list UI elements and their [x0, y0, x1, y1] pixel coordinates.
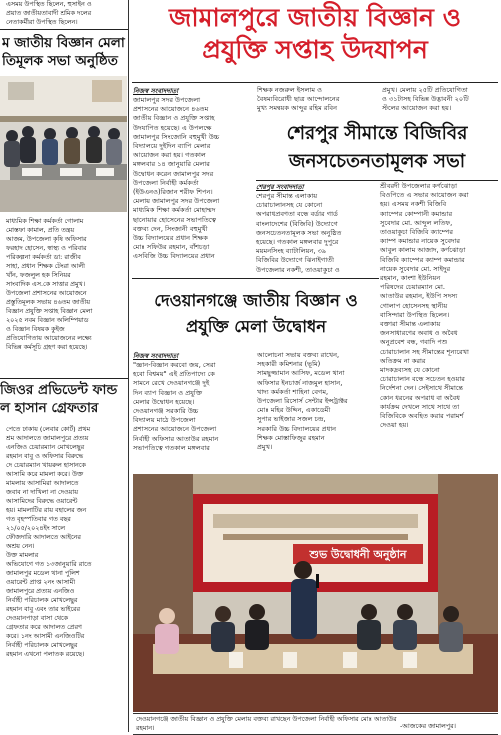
left-headline-1-line2: তিমূলক সভা অনুষ্ঠিত [2, 53, 118, 69]
divider [132, 82, 498, 83]
left-headline-2 [0, 381, 128, 417]
left-photo [0, 76, 127, 212]
story-a-col2: শিক্ষক নজরুল ইসলাম ও বৈষম্যবিরোধী ছাত্র আন্দোলনের মুখ্য সমন্বয়ক আব্দুর রহিম রবিন [257, 86, 340, 113]
story-a-col3: প্রমুখ। মেলায় ২৫টি প্রতিযোগিতা ও ৩১টাসহ বিভিন্ন উদ্ভাবনী ২০টি স্টলের আয়োজন করা হয়। [382, 86, 469, 113]
divider [0, 378, 128, 379]
story-b-col2: শ্রীবরদী উপজেলার কর্ণঝোড়া বিওপিতে এ সভার আয়োজন করা হয়। এসময় নকশী বিজিবি ক্যাম্পের কোম্পানী কমান্ডার সুবেদার মো. আব্দুল লতিফ, তাওয়াকুচা বিজিবি ক্যাম্পের ক্যাম্প কমান্ডার নায়েক সুবেদার আবুল কালাম আজাদ, কর্ণঝোড়া বিজিবি ক্যাম্পের ক্যাম্প কমান্ডার নায়েক সুবেদার মো. সাইদুর রহমান, কাংশা ইউনিয়ন পরিষদের চেয়ারম্যান মো. আতাউর রহমান, ইউপি সদস্য গোলাপ হোসেনসহ স্থানীয় বাসিন্দারা উপস্থিত ছিলেন। বক্তারা সীমান্ত এলাকায় জনসাধারণের অবাধ ও অবৈধ অনুপ্রবেশ বন্ধ, গবাদি পশু চোরাচালান সহ সীমান্তের শূন্যরেখা অতিক্রম না করার মাদকদ্রব্যসহ যে কোনো চোরাচালান বন্ধে সচেতন হওয়ার নির্দেশনা দেন। সেইসাথে সীমান্তে কোন ধরনের অপরাধ বা অবৈধ কার্যক্রম দেখলে সাথে সাথে তা বিজিবিকে অবহিত করার পরামর্শ দেওয়া হয়। [380, 182, 469, 430]
story-a-byline: নিজস্ব সংবাদদাতা [133, 87, 179, 95]
event-photo [133, 474, 498, 712]
story-c-col1: "জ্ঞান-বিজ্ঞান করবো জয়, সেরা হবো বিশ্বময়" এই প্রতিপাদ্যে কে সামনে রেখে দেওয়ানগঞ্জে দুই দিন ব্যাপ বিজ্ঞান ও প্রযুক্তি মেলার উদ্বোধন হয়েছে। দেওয়ানগঞ্জ সরকারি উচ্চ বিদ্যালয় মাঠে উপজেলা প্রশাসনের আয়োজনে উপজেলা নির্বাহী অফিসার আতাউর রহমান সভাপতিত্বে গতকাল মঙ্গলবার [133, 361, 219, 452]
main-photo [133, 474, 498, 712]
divider [132, 278, 379, 279]
left-headline-1 [2, 34, 128, 70]
story-c-headline-line1: দেওয়ানগঞ্জে জাতীয় বিজ্ঞান ও [154, 291, 358, 310]
photo-credit: -আজকের জামালপুর। [400, 722, 456, 730]
story-c-byline: নিজস্ব সংবাদদাতা [133, 352, 179, 360]
left-story-1-body: মাধ্যমিক শিক্ষা কর্মকর্তা গোলাম মোস্তফা কামাল, প্রতি তন্ত্রয় আজম, উপজেলা কৃষি অফিসার ফরহাদ হোসেন, স্বাস্থ্য ও পরিবার পরিকল্পনা কর্মকর্তা ডা: রাজীব সাহা, প্রধান শিক্ষক টেংরা আলী খাঁন, ফজলুল হক সিনিয়র সাংবাদিক এস.কে সাত্তার প্রমুখ। উপজেলা প্রশাসনের আয়োজনে প্রস্তুতিমূলক সভায় ৪৬তম জাতীয় বিজ্ঞান প্রযুক্তি সপ্তাহ বিজ্ঞান মেলা ২০২৫ নবম বিজ্ঞান অলিম্পিয়াড ও বিজ্ঞান বিষয়ক কুইজ প্রতিযোগিতায় আয়োজনের লক্ষ্যে বিভিন্ন কর্মসূচি গ্রহণ করা হয়েছে। [6, 217, 93, 351]
story-a-col1: জামালপুর সদর উপজেলা প্রশাসনের আয়োজনে ৪৬তম জাতীয় বিজ্ঞান ও প্রযুক্তি সপ্তাহ উদযাপিত হয়েছে। এ উপলক্ষে জামালপুর সিংজোনি বহুমুখী উচ্চ বিদ্যালয়ে দুইদিন ব্যাপি মেলার আয়োজন করা হয়। গতকাল মঙ্গলবার ১৪ জানুয়ারি মেলার উদ্বোধন করেন জামালপুর সদর উপজেলা নির্বাহী কর্মকর্তা (ইউএনও)রিজান শরীফ শিপন। মেলায় জামালপুর সদর উপজেলা মাধ্যমিক শিক্ষা কর্মকর্তা মোহাম্মদ ছানোয়ার হোসেনের সভাপতিত্বে বক্তব্য দেন, সিংজানী বহুমুখী উচ্চ বিদ্যালয়ের প্রধান শিক্ষক মোঃ সফিউর রহমান, বাঁশচড়া এসবিজি উচ্চ বিদ্যালয়ের প্রধান [133, 96, 220, 261]
story-c-headline [133, 288, 379, 340]
main-headline-line2: প্রযুক্তি সপ্তাহ উদযাপন [202, 35, 428, 64]
main-headline [132, 2, 498, 66]
left-headline-1-line1: ম জাতীয় বিজ্ঞান মেলা [2, 35, 125, 51]
story-b-headline-line2: জনসচেতনতামূলক সভা [288, 151, 466, 172]
main-headline-line1: জামালপুরে জাতীয় বিজ্ঞান ও [168, 3, 462, 32]
left-story-2-body: পেতে ঢাকায় (লেবার কোর্ট) প্রথম শ্রম আদালতে জামালপুরে প্রত্যয় এনজিও চেয়ারম্যান মোখলেছুর রহমান বাবু ও অফিসার বিরুদ্ধে দে চেয়ারম্যান খায়রুল হাসানকে আসামি করে মামলা করে। উক্ত মামলায় আসামিরা আদালতে জবাব না দাখিলা না দেওয়ায় আসামিদের বিরুদ্ধে ওয়ারেন্ট হয়। মামলাটির রায় বহালের জন গত বৃহস্পতিবার গত বছর ২১/০৫/২০২৪ইং সালে ফৌজদারি আদালতে আইনের অশ্রয় নেন। উক্ত মামলার অভিযোগে গত ১৩জানুয়ারি রাতে জামালপুর মডেল থানা পুলিশ ওয়ারেন্ট প্রাপ্ত ২নং আসামী জামালপুরে প্রত্যয় এনজিও নির্বাহী পরিচালক মোখলেছুর রহমান বাবু এবং তার ভাইরের দেওয়ানপাড়া বাসা থেকে গ্রেফতার করে আদালত প্রেরণ করে। ১নং আসামী এনজিওটির নির্বাহী পরিচালক মোখলেছুর রহমান এখনো পলাতক রয়েছে। [6, 425, 92, 658]
column-divider [128, 0, 129, 732]
divider [256, 180, 498, 181]
top-snippet: এসময় উপস্থিত ছিলেন, হুসাইন ও প্রয়াত জাতীয়তাবাদী শ্রমিক দলের নেতাকর্মীরা উপস্থিত ছিলেন। [6, 0, 92, 26]
story-c-headline-line2: প্রযুক্তি মেলা উদ্বোধন [185, 317, 327, 336]
story-c-col2: আলোচনা সভায় বক্তব্য রাখেন, সহকারী কমিশনার (ভূমি) সামছুজ্জামান আসিফ, মডেল থানা অফিসার ইনচার্জ নাজমুল হাসান, খাদ্য কর্মকর্তা শাহিনা বেগম, উপজেলা রিসোর্স সেন্টার ইন্সট্রাক্টর মোঃ মহির উদ্দিন, একাডেমী সুপার ভাইজার সজল চন্দ্র, সরকারি উচ্চ বিদ্যালয়ের প্রধান শিক্ষক মোস্তাফিজুর রহমান প্রমুখ। [257, 351, 348, 452]
meeting-photo [0, 76, 127, 212]
story-b-headline-line1: শেরপুর সীমান্তে বিজিবির [286, 123, 468, 144]
story-b-col1: শেরপুর সীমান্ত এলাকায় চোরাচালানসহ যে কোনো অপরাধপ্রবণতা বন্ধে বর্ডার গার্ড বাংলাদেশের (বিজিবি) উদ্যোগে জনসচেতনতামূলক সভা অনুষ্ঠিত হয়েছে। গতকাল মঙ্গলবার দুপুরে ময়মনসিংহ ব্যাটালিয়ন, ৩৯ বিজিবির উদ্যোগে ঝিনাইগাতী উপজেলার নকশী, তাওয়াকুচা ও [256, 192, 342, 274]
story-c [133, 351, 379, 452]
story-b-byline: শেরপুর সংবাদদাতা [256, 183, 304, 191]
left-headline-2-line1: জিওর প্রভিডেন্ট ফান্ড [0, 382, 118, 398]
left-headline-2-line2: ল হাসান গ্রেফতার [0, 400, 99, 416]
story-b-headline [256, 120, 498, 176]
photo-caption: দেওয়ানগঞ্জে জাতীয় বিজ্ঞান ও প্রযুক্তি মেলায় বক্তব্য রাখছেন উপজেলা নির্বাহী অফিসার মোঃ আতাউর রহমান। [133, 713, 498, 735]
divider [0, 29, 128, 30]
banner-text: শুভ উদ্বোধনী অনুষ্ঠান [309, 548, 407, 561]
left-column [0, 0, 128, 732]
